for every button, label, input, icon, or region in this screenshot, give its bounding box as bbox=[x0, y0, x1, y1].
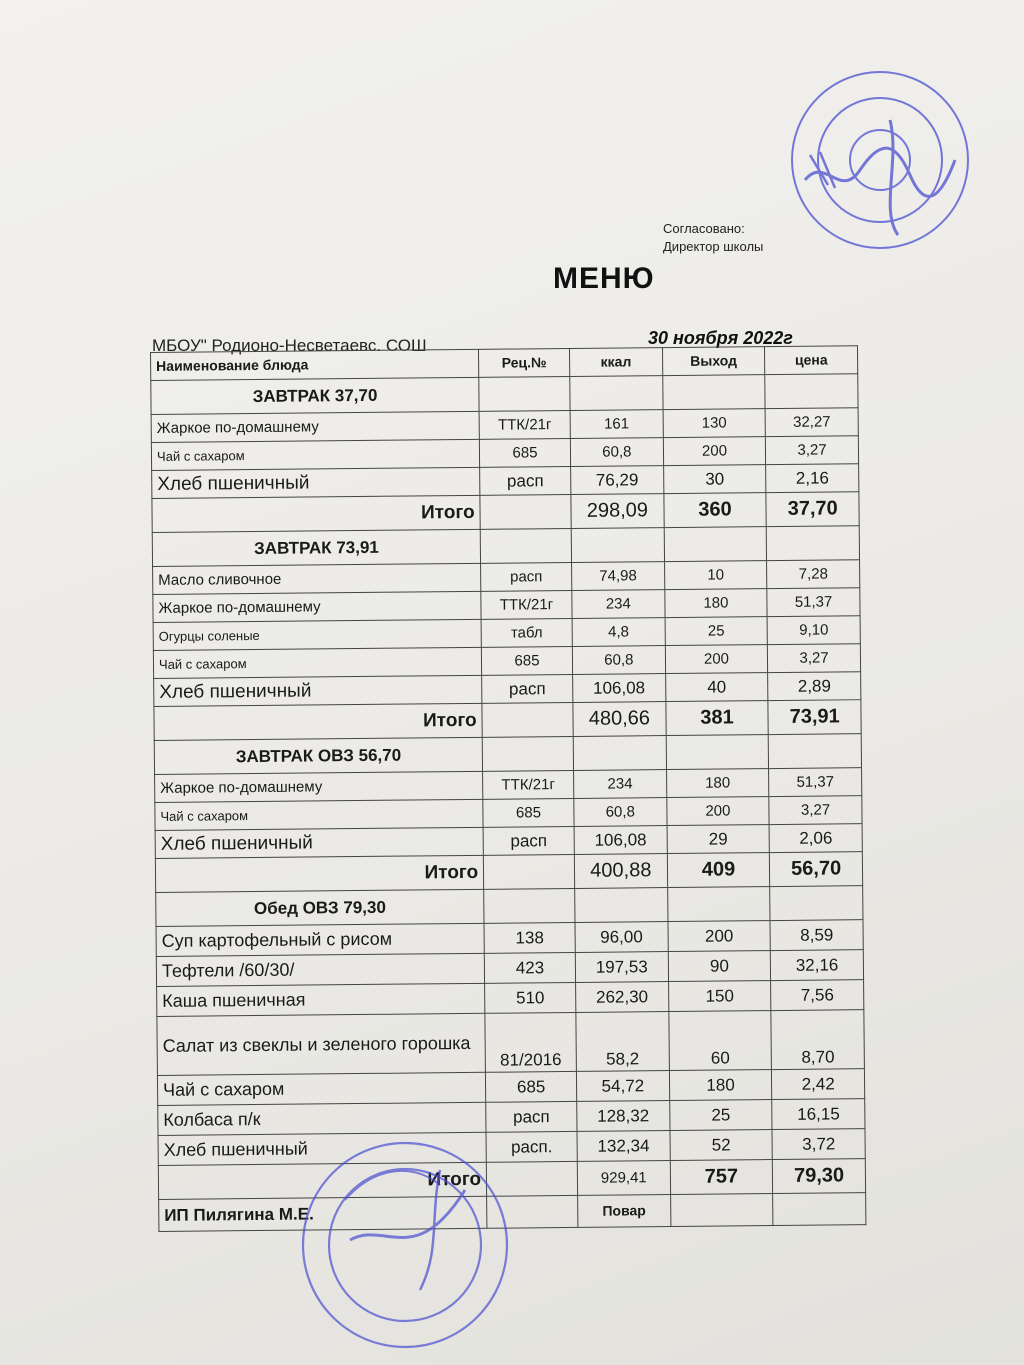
recipe-number: табл bbox=[481, 618, 572, 647]
price-value: 8,59 bbox=[770, 920, 863, 951]
total-kcal: 298,09 bbox=[571, 494, 664, 529]
approval-block bbox=[663, 220, 763, 256]
total-output: 381 bbox=[666, 701, 769, 736]
empty-cell bbox=[768, 734, 861, 769]
price-value: 3,27 bbox=[768, 644, 861, 673]
price-value: 3,27 bbox=[769, 796, 862, 825]
recipe-number: 81/2016 bbox=[485, 1012, 576, 1072]
column-header-name: Наименование блюда bbox=[151, 349, 479, 380]
total-output: 409 bbox=[667, 853, 770, 888]
price-value: 51,37 bbox=[769, 768, 862, 797]
recipe-number: расп. bbox=[486, 1131, 577, 1162]
price-value: 51,37 bbox=[767, 588, 860, 617]
total-price: 79,30 bbox=[773, 1159, 866, 1194]
dish-name: Жаркое по-домашнему bbox=[155, 771, 483, 802]
kcal-value: 54,72 bbox=[576, 1071, 669, 1102]
empty-cell bbox=[482, 702, 573, 737]
empty-cell bbox=[766, 526, 859, 561]
menu-table bbox=[150, 345, 866, 1232]
output-value: 180 bbox=[669, 1070, 772, 1101]
dish-name: Хлеб пшеничный bbox=[152, 467, 480, 498]
output-value: 200 bbox=[665, 645, 768, 674]
approval-label: Согласовано: bbox=[663, 221, 745, 236]
kcal-value: 76,29 bbox=[571, 466, 664, 495]
output-value: 90 bbox=[668, 951, 771, 982]
empty-cell bbox=[480, 528, 571, 563]
empty-cell bbox=[670, 1194, 773, 1227]
output-value: 60 bbox=[669, 1011, 772, 1071]
price-value: 3,27 bbox=[766, 436, 859, 465]
recipe-number: ТТК/21г bbox=[483, 770, 574, 799]
total-price: 37,70 bbox=[766, 492, 859, 527]
price-value: 3,72 bbox=[772, 1129, 865, 1160]
dish-name: Хлеб пшеничный bbox=[155, 827, 483, 858]
kcal-value: 262,30 bbox=[576, 982, 669, 1013]
empty-cell bbox=[664, 527, 767, 562]
kcal-value: 132,34 bbox=[577, 1131, 670, 1162]
price-value: 2,06 bbox=[769, 824, 862, 853]
recipe-number: 423 bbox=[484, 952, 575, 983]
recipe-number: расп bbox=[480, 466, 571, 495]
price-value: 32,27 bbox=[765, 408, 858, 437]
kcal-value: 106,08 bbox=[574, 826, 667, 855]
page-title: МЕНЮ bbox=[553, 262, 655, 295]
output-value: 29 bbox=[667, 825, 770, 854]
total-kcal: 929,41 bbox=[577, 1161, 670, 1196]
dish-name: Хлеб пшеничный bbox=[154, 675, 482, 706]
dish-name: Чай с сахаром bbox=[153, 647, 481, 678]
provider-name: ИП Пилягина М.Е. bbox=[159, 1196, 487, 1231]
dish-name: Чай с сахаром bbox=[157, 1072, 485, 1105]
dish-name: Огурцы соленые bbox=[153, 619, 481, 650]
school-name: МБОУ" Родионо-Несветаевс. СОШ bbox=[152, 336, 427, 355]
empty-cell bbox=[575, 888, 668, 923]
empty-cell bbox=[667, 887, 770, 922]
kcal-value: 58,2 bbox=[576, 1012, 669, 1072]
column-header-kcal: ккал bbox=[569, 348, 662, 377]
total-price: 73,91 bbox=[768, 700, 861, 735]
total-label: Итого bbox=[154, 703, 482, 740]
empty-cell bbox=[570, 376, 663, 411]
price-value: 2,89 bbox=[768, 672, 861, 701]
dish-name: Хлеб пшеничный bbox=[158, 1132, 486, 1165]
empty-cell bbox=[573, 736, 666, 771]
dish-name: Тефтели /60/30/ bbox=[156, 953, 484, 986]
output-value: 130 bbox=[663, 409, 766, 438]
empty-cell bbox=[486, 1161, 577, 1196]
kcal-value: 4,8 bbox=[572, 618, 665, 647]
dish-name: Каша пшеничная bbox=[157, 983, 485, 1016]
output-value: 200 bbox=[668, 921, 771, 952]
recipe-number: 138 bbox=[484, 922, 575, 953]
recipe-number: 510 bbox=[485, 982, 576, 1013]
recipe-number: расп bbox=[483, 826, 574, 855]
price-value: 9,10 bbox=[767, 616, 860, 645]
empty-cell bbox=[483, 854, 574, 889]
price-value: 7,28 bbox=[767, 560, 860, 589]
price-value: 8,70 bbox=[771, 1010, 864, 1070]
empty-cell bbox=[765, 374, 858, 409]
total-kcal: 480,66 bbox=[573, 702, 666, 737]
kcal-value: 60,8 bbox=[574, 798, 667, 827]
empty-cell bbox=[770, 886, 863, 921]
output-value: 150 bbox=[668, 981, 771, 1012]
kcal-value: 74,98 bbox=[571, 562, 664, 591]
dish-name: Салат из свеклы и зеленого горошка bbox=[157, 1013, 486, 1075]
total-label: Итого bbox=[155, 855, 483, 892]
kcal-value: 106,08 bbox=[573, 674, 666, 703]
output-value: 10 bbox=[664, 561, 767, 590]
kcal-value: 96,00 bbox=[575, 922, 668, 953]
price-value: 7,56 bbox=[771, 980, 864, 1011]
signature-row bbox=[159, 1193, 866, 1232]
output-value: 40 bbox=[665, 673, 768, 702]
kcal-value: 161 bbox=[570, 410, 663, 439]
column-header-output: Выход bbox=[662, 347, 765, 376]
empty-cell bbox=[487, 1195, 578, 1228]
recipe-number: 685 bbox=[486, 1071, 577, 1102]
kcal-value: 197,53 bbox=[575, 952, 668, 983]
output-value: 200 bbox=[663, 437, 766, 466]
recipe-number: расп bbox=[481, 562, 572, 591]
empty-cell bbox=[571, 528, 664, 563]
total-label: Итого bbox=[152, 495, 480, 532]
empty-cell bbox=[484, 888, 575, 923]
empty-cell bbox=[480, 494, 571, 529]
kcal-value: 60,8 bbox=[570, 438, 663, 467]
price-value: 16,15 bbox=[772, 1099, 865, 1130]
table-row bbox=[157, 1010, 865, 1076]
empty-cell bbox=[662, 375, 765, 410]
output-value: 200 bbox=[667, 797, 770, 826]
output-value: 25 bbox=[665, 617, 768, 646]
section-title: ЗАВТРАК 73,91 bbox=[152, 529, 480, 566]
menu-date: 30 ноября 2022г bbox=[648, 328, 793, 348]
dish-name: Чай с сахаром bbox=[155, 799, 483, 830]
total-label: Итого bbox=[158, 1162, 486, 1199]
total-output: 360 bbox=[664, 493, 767, 528]
output-value: 180 bbox=[665, 589, 768, 618]
empty-cell bbox=[773, 1193, 866, 1226]
recipe-number: 685 bbox=[483, 798, 574, 827]
recipe-number: ТТК/21г bbox=[481, 590, 572, 619]
recipe-number: расп bbox=[482, 674, 573, 703]
output-value: 25 bbox=[669, 1100, 772, 1131]
output-value: 30 bbox=[663, 465, 766, 494]
dish-name: Жаркое по-домашнему bbox=[153, 591, 481, 622]
empty-cell bbox=[479, 376, 570, 411]
recipe-number: 685 bbox=[479, 438, 570, 467]
kcal-value: 128,32 bbox=[577, 1101, 670, 1132]
section-title: ЗАВТРАК 37,70 bbox=[151, 377, 479, 414]
total-kcal: 400,88 bbox=[574, 854, 667, 889]
recipe-number: 685 bbox=[481, 646, 572, 675]
price-value: 32,16 bbox=[771, 950, 864, 981]
kcal-value: 234 bbox=[572, 590, 665, 619]
dish-name: Жаркое по-домашнему bbox=[151, 411, 479, 442]
recipe-number: ТТК/21г bbox=[479, 410, 570, 439]
director-label: Директор школы bbox=[663, 239, 764, 254]
section-title: ЗАВТРАК ОВЗ 56,70 bbox=[154, 737, 482, 774]
dish-name: Чай с сахаром bbox=[151, 439, 479, 470]
total-output: 757 bbox=[670, 1160, 773, 1195]
output-value: 180 bbox=[666, 769, 769, 798]
output-value: 52 bbox=[670, 1130, 773, 1161]
empty-cell bbox=[666, 735, 769, 770]
kcal-value: 234 bbox=[573, 770, 666, 799]
dish-name: Колбаса п/к bbox=[158, 1102, 486, 1135]
price-value: 2,42 bbox=[772, 1069, 865, 1100]
section-title: Обед ОВЗ 79,30 bbox=[156, 889, 484, 926]
price-value: 2,16 bbox=[766, 464, 859, 493]
column-header-rec: Рец.№ bbox=[479, 348, 570, 377]
empty-cell bbox=[482, 736, 573, 771]
dish-name: Масло сливочное bbox=[153, 563, 481, 594]
dish-name: Суп картофельный с рисом bbox=[156, 923, 484, 956]
column-header-price: цена bbox=[765, 346, 858, 375]
cook-label: Повар bbox=[578, 1195, 671, 1228]
total-price: 56,70 bbox=[770, 852, 863, 887]
recipe-number: расп bbox=[486, 1101, 577, 1132]
kcal-value: 60,8 bbox=[572, 646, 665, 675]
